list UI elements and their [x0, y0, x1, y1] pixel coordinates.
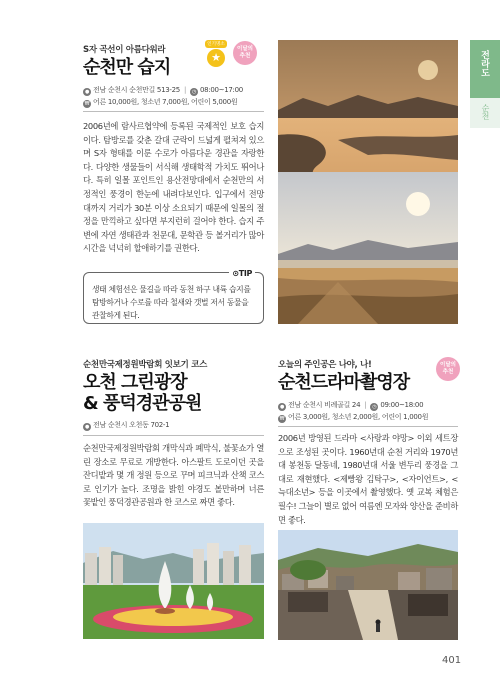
reed-field-sunset-photo — [278, 172, 458, 324]
section1-address: 전남 순천시 순천만길 513-25 — [93, 86, 180, 94]
star-icon: ★ — [207, 49, 225, 67]
side-tab-active-label: 전라도 — [479, 50, 489, 77]
drama-set-village-photo — [278, 530, 458, 640]
section3-description-text: 2006년 방영된 드라마 <사랑과 야망> 이외 세트장으로 조성된 곳이다. 1960년대 순천 거리와 1970년대 봉천동 달동네, 1980년대 서울 변두리 풍경을 그대로 재현했다. <제빵왕 김탁구>, <자이언트>, <늑대소년> 등을 이곳에서 촬영했다. 옛 교복 체험은 필수! 그늘이 별로 없어 여름엔 모자와 양산을 준비하면 좋다. — [278, 433, 458, 525]
section3-hours: 09:00~18:00 — [380, 401, 424, 409]
section3-divider — [278, 426, 458, 427]
section2-subtitle: 순천만국제정원박람회 잇보기 코스 — [83, 360, 207, 370]
location-pin-icon: ● — [84, 424, 90, 430]
side-tab-inactive[interactable] — [470, 98, 500, 128]
section3-fee: 어른 3,000원, 청소년 2,000원, 어린이 1,000원 — [288, 413, 429, 421]
tip-label-text: TIP — [238, 269, 252, 278]
section3-description — [278, 432, 458, 527]
tip-label: ⊙TIP — [229, 267, 255, 280]
section3-title: 순천드라마촬영장 — [278, 372, 410, 393]
section1-description — [83, 120, 264, 256]
section1-description-text: 2006년에 람사르협약에 등록된 국제적인 보호 습지이다. 탐방로를 갖춘 갈대 군락이 드넓게 펼쳐져 있으며 S자 형태를 이룬 수로가 아름다운 경관을 자랑한다. 다양한 생물들이 서식해 생태학적 가치도 뛰어나다. 특히 일몰 포인트인 용산전망대에서 순천만의 서정적인 풍경이 한눈에 내려다보인다. 입구에서 전망대까지 거리가 30분 이상 소요되기 때문에 일몰의 절정을 만끽하고 싶다면 부지런히 걸어야 한다. 습지 주변에 자연 생태관과 천문대, 문학관 등 볼거리가 많아 시간을 넉넉히 할애하기를 권한다. — [83, 121, 264, 254]
section3-info-line2 — [278, 412, 428, 423]
section1-info-line2 — [83, 97, 237, 108]
clock-icon: ◷ — [191, 89, 197, 95]
section3-subtitle: 오늘의 주인공은 나야, 나! — [278, 360, 372, 370]
location-pin-icon: ● — [84, 89, 90, 95]
section2-divider — [83, 435, 264, 436]
popular-badge — [205, 40, 227, 67]
ocheon-green-plaza-photo — [83, 523, 264, 639]
section2-address: 전남 순천시 오천동 702-1 — [93, 421, 170, 429]
location-pin-icon: ● — [279, 404, 285, 410]
section2-title-line1: 오천 그린광장 — [83, 372, 187, 393]
side-tab-active[interactable] — [470, 40, 500, 98]
popular-badge-label: 인기명소 — [205, 40, 227, 48]
tip-text: 생태 체험선은 물길을 따라 동천 하구 내륙 습지를 탐방하거나 수로를 따라 철새와 갯벌 저서 동물을 관찰하게 된다. — [92, 285, 251, 320]
section2-info-line1 — [83, 420, 169, 431]
section1-fee: 어른 10,000원, 청소년 7,000원, 어린이 5,000원 — [93, 98, 238, 106]
page-number: 401 — [442, 655, 462, 666]
section3-info-line1: ● 전남 순천시 비례골길 24 | ◷ 09:00~18:00 — [279, 401, 424, 410]
tip-box — [83, 269, 264, 324]
section2-description-text: 순천만국제정원박람회 개막식과 폐막식, 불꽃쇼가 열린 장소로 무료로 개방한다. 아스팔트 도로이던 곳을 잔디밭과 몇 개 정원 등으로 꾸며 피크닉과 산책 코스로 인기가 높다. 조명을 밝힌 야경도 볼만하며 너른 꽃밭인 풍덕경관공원과 한 코스로 짜면 좋다. — [83, 443, 264, 508]
section3-address: 전남 순천시 비례골길 24 — [288, 401, 361, 409]
recommend-badge-2-label: 이달의 추천 — [440, 362, 456, 375]
section1-subtitle: S자 곡선이 아름다워라 — [83, 45, 166, 55]
won-icon: ₩ — [84, 101, 90, 107]
clock-icon: ◷ — [372, 404, 377, 410]
won-icon: ₩ — [279, 416, 285, 422]
section1-hours: 08:00~17:00 — [200, 86, 243, 94]
recommend-badge-1-label: 이달의 추천 — [237, 46, 253, 59]
section1-info-line1: ● 전남 순천시 순천만길 513-25 | ◷ 08:00~17:00 — [84, 86, 243, 95]
section2-title-line2: & 풍덕경관공원 — [83, 393, 202, 414]
section1-divider — [83, 111, 264, 112]
recommend-badge-1 — [233, 41, 257, 65]
recommend-badge-2 — [436, 357, 460, 381]
section2-description — [83, 442, 264, 510]
section1-title: 순천만 습지 — [83, 57, 171, 78]
side-tab-inactive-label: 순천 — [481, 104, 490, 120]
